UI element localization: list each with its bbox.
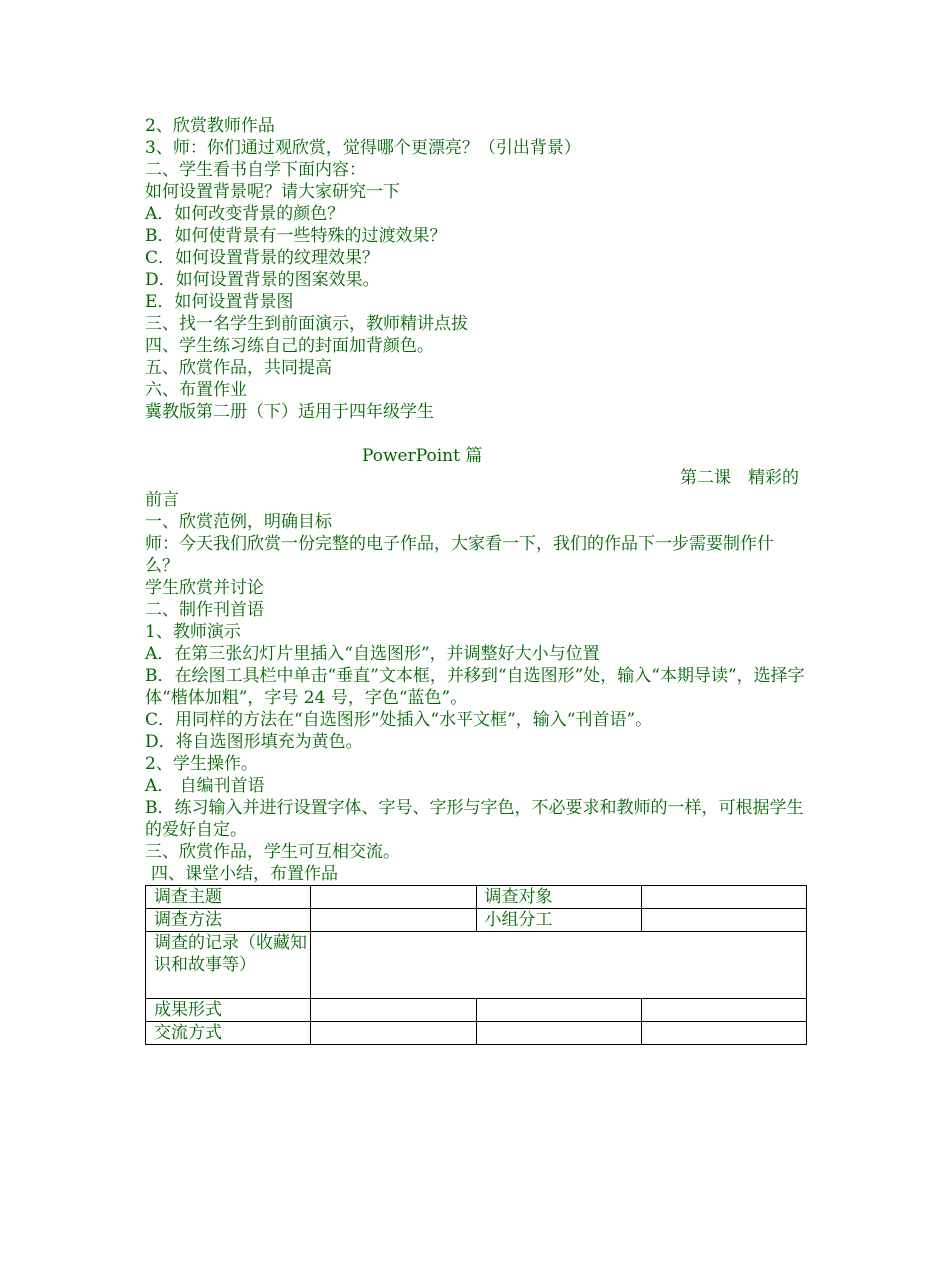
text-line: 冀教版第二册（下）适用于四年级学生 bbox=[145, 402, 434, 422]
lesson-title-continuation: 前言 bbox=[145, 490, 179, 510]
table-cell bbox=[641, 886, 806, 909]
table-row bbox=[146, 1022, 807, 1045]
table-cell: 调查对象 bbox=[476, 886, 641, 909]
text-line: A．如何改变背景的颜色？ bbox=[145, 204, 345, 224]
table-cell bbox=[641, 1022, 806, 1045]
table-cell: 调查主题 bbox=[146, 886, 311, 909]
text-line: 四、学生练习练自己的封面加背颜色。 bbox=[145, 336, 434, 356]
table-row bbox=[146, 932, 807, 999]
section-title: PowerPoint 篇 bbox=[362, 446, 483, 466]
table-cell: 调查的记录（收藏知识和故事等） bbox=[146, 932, 311, 999]
text-line: D．将自选图形填充为黄色。 bbox=[145, 732, 363, 752]
text-line: 三、欣赏作品，学生可互相交流。 bbox=[145, 842, 400, 862]
table-cell: 小组分工 bbox=[476, 909, 641, 932]
table-row bbox=[146, 886, 807, 909]
text-line: A． 自编刊首语 bbox=[145, 776, 265, 796]
text-line: 2、欣赏教师作品 bbox=[145, 116, 275, 136]
text-line: E．如何设置背景图 bbox=[145, 292, 294, 312]
text-line: 五、欣赏作品，共同提高 bbox=[145, 358, 332, 378]
text-line: 2、学生操作。 bbox=[145, 754, 258, 774]
text-line: 二、学生看书自学下面内容： bbox=[145, 160, 366, 180]
table-cell bbox=[311, 999, 476, 1022]
text-line: 师：今天我们欣赏一份完整的电子作品，大家看一下，我们的作品下一步需要制作什么？ bbox=[145, 534, 774, 576]
table-cell: 调查方法 bbox=[146, 909, 311, 932]
text-line: B．如何使背景有一些特殊的过渡效果？ bbox=[145, 226, 447, 246]
text-line: 六、布置作业 bbox=[145, 380, 247, 400]
table-cell bbox=[311, 909, 476, 932]
table-row bbox=[146, 999, 807, 1022]
table-cell bbox=[476, 1022, 641, 1045]
text-line: A．在第三张幻灯片里插入“自选图形”，并调整好大小与位置 bbox=[145, 644, 600, 664]
table-cell bbox=[311, 1022, 476, 1045]
lesson-title: 第二课 精彩的 bbox=[680, 468, 799, 488]
survey-table bbox=[145, 885, 807, 1045]
table-cell: 成果形式 bbox=[146, 999, 311, 1022]
text-line: 四、课堂小结，布置作品 bbox=[151, 864, 338, 884]
blank-line bbox=[145, 423, 805, 445]
table-cell bbox=[641, 909, 806, 932]
text-line: C．用同样的方法在“自选图形”处插入“水平文框”，输入“刊首语”。 bbox=[145, 710, 653, 730]
text-line: B．练习输入并进行设置字体、字号、字形与字色，不必要求和教师的一样，可根据学生的爱好自定。 bbox=[145, 798, 804, 840]
table-cell bbox=[311, 886, 476, 909]
table-cell bbox=[311, 932, 807, 999]
text-line: 二、制作刊首语 bbox=[145, 600, 264, 620]
text-line: 一、欣赏范例，明确目标 bbox=[145, 512, 332, 532]
document-page bbox=[145, 115, 805, 1045]
text-line: 如何设置背景呢？请大家研究一下 bbox=[145, 182, 400, 202]
text-line: 三、找一名学生到前面演示，教师精讲点拔 bbox=[145, 314, 468, 334]
table-cell bbox=[641, 999, 806, 1022]
text-line: C．如何设置背景的纹理效果？ bbox=[145, 248, 380, 268]
table-cell bbox=[476, 999, 641, 1022]
text-line: D．如何设置背景的图案效果。 bbox=[145, 270, 380, 290]
text-line: 3、师：你们通过观欣赏，觉得哪个更漂亮？（引出背景） bbox=[145, 138, 581, 158]
table-row bbox=[146, 909, 807, 932]
text-line: 1、教师演示 bbox=[145, 622, 241, 642]
table-cell: 交流方式 bbox=[146, 1022, 311, 1045]
text-line: B．在绘图工具栏中单击“垂直”文本框，并移到“自选图形”处，输入“本期导读”，选择字体“楷体加粗”，字号 24 号，字色“蓝色”。 bbox=[145, 666, 805, 708]
text-line: 学生欣赏并讨论 bbox=[145, 578, 264, 598]
